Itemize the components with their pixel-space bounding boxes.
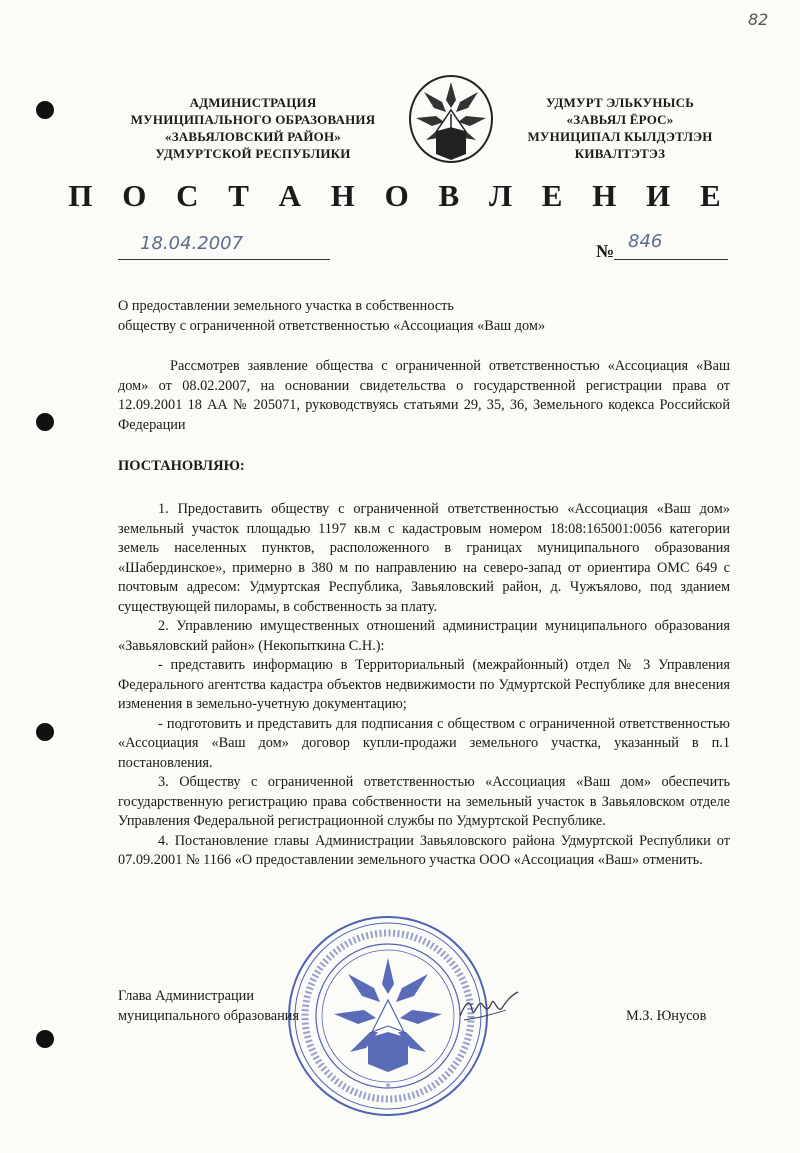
resolution-subitem: - представить информацию в Территориальный (межрайонный) отдел № 3 Управления Федерального агентства кадастра объектов недвижимости по Удмуртской Республике для внесения изменения в земельно-учетную документацию; (118, 657, 730, 712)
header-right-line: КИВАЛТЭТЭЗ (574, 146, 666, 161)
resolution-items (118, 500, 730, 871)
punch-hole (36, 413, 54, 431)
resolution-subitem: - подготовить и представить для подписания с обществом с ограниченной ответственностью «Ассоциация «Ваш дом» договор купли-продажи земельного участка, указанный в п.1 постановления. (118, 715, 730, 771)
resolution-item: 3. Обществу с ограниченной ответственностью «Ассоциация «Ваш дом» обеспечить государственную регистрацию права собственности на земельный участок в Завьяловском отделе Управления Федеральной регистрационной службы по Удмуртской Республике. (118, 774, 730, 829)
punch-hole (36, 1030, 54, 1048)
document-date: 18.04.2007 (140, 233, 244, 254)
page-number: 82 (748, 10, 769, 29)
header-left-line: «ЗАВЬЯЛОВСКИЙ РАЙОН» (165, 129, 341, 144)
header-right-org (520, 94, 720, 162)
resolve-heading: ПОСТАНОВЛЯЮ: (118, 458, 245, 474)
date-underline (118, 259, 330, 260)
subject-line: О предоставлении земельного участка в собственность (118, 298, 454, 314)
resolution-item: 4. Постановление главы Администрации Завьяловского района Удмуртской Республики от 07.09.2001 № 1166 «О предоставлении земельного участка ООО «Ассоциация «Ваш» отменить. (118, 832, 730, 868)
svg-text:*: * (385, 1082, 391, 1093)
header-left-org (118, 94, 388, 162)
signatory-title-line: муниципального образования (118, 1007, 300, 1024)
coat-of-arms-emblem (408, 74, 494, 164)
number-underline (614, 259, 728, 260)
signatory-name: М.З. Юнусов (626, 1008, 707, 1024)
resolution-item: 2. Управлению имущественных отношений администрации муниципального образования «Завьяловский район» (Некопыткина С.Н.): (118, 618, 730, 654)
subject-line: обществу с ограниченной ответственностью «Ассоциация «Ваш дом» (118, 317, 546, 334)
header-left-line: УДМУРТСКОЙ РЕСПУБЛИКИ (155, 146, 351, 161)
document-title: П О С Т А Н О В Л Е Н И Е (68, 178, 732, 213)
signatory-title (118, 987, 299, 1026)
punch-hole (36, 101, 54, 119)
resolution-item: 1. Предоставить обществу с ограниченной ответственностью «Ассоциация «Ваш дом» земельный участок площадью 1197 кв.м с кадастровым номером 18:08:165001:0056 категории земель населенных пунктов, расположенного в границах муниципального образования «Шабердинское», примерно в 380 м по направлению на северо-запад от ориентира ОМС 649 с почтовым адресом: Удмуртская Республика, Завьяловский район, д. Чужъялово, под зданием существующей пилорамы, в собственность за плату. (118, 501, 730, 615)
signatory-title-line: Глава Администрации (118, 988, 254, 1004)
preamble-paragraph: Рассмотрев заявление общества с ограниченной ответственностью «Ассоциация «Ваш дом» от 08.02.2007, на основании свидетельства о государственной регистрации права от 12.09.2001 18 АА № 205071, руководствуясь статьями 29, 35, 36, Земельного кодекса Российской Федерации (118, 358, 730, 433)
header-left-line: МУНИЦИПАЛЬНОГО ОБРАЗОВАНИЯ (130, 112, 376, 127)
header-left-line: АДМИНИСТРАЦИЯ (189, 95, 317, 110)
header-right-line: «ЗАВЬЯЛ ЁРОС» (566, 112, 674, 127)
header-right-line: МУНИЦИПАЛ КЫЛДЭТЛЭН (527, 129, 713, 144)
punch-hole (36, 723, 54, 741)
number-label: № (596, 241, 615, 261)
document-subject (118, 297, 678, 336)
header-right-line: УДМУРТ ЭЛЬКУНЫСЬ (545, 95, 695, 110)
handwritten-signature (458, 990, 520, 1026)
document-number: 846 (628, 231, 663, 252)
